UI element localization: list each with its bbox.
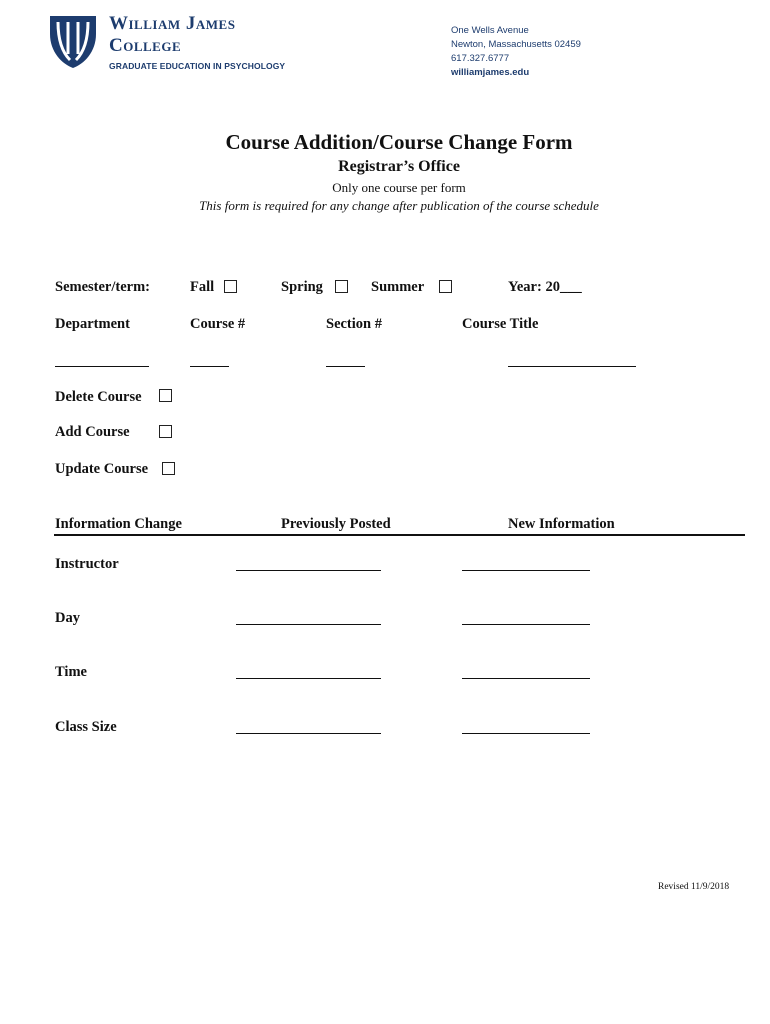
class-size-previous-line[interactable] [236,733,381,734]
class-size-new-line[interactable] [462,733,590,734]
table-header-rule [54,534,745,536]
add-course-label: Add Course [55,424,130,440]
revised-date: Revised 11/9/2018 [658,882,730,892]
row-time-label: Time [55,664,87,680]
department-input-line[interactable] [55,366,149,367]
add-course-checkbox[interactable] [159,425,172,438]
course-number-input-line[interactable] [190,366,229,367]
header-information-change: Information Change [55,516,182,532]
form-subtitle: Registrar’s Office [338,158,460,175]
row-day-label: Day [55,610,80,626]
section-number-label: Section # [326,316,382,332]
update-course-label: Update Course [55,461,149,477]
row-class-size-label: Class Size [55,719,117,735]
form-title: Course Addition/Course Change Form [225,130,573,154]
day-previous-line[interactable] [236,624,381,625]
course-title-label: Course Title [462,316,539,332]
day-new-line[interactable] [462,624,590,625]
brand-name-line1: William James [109,13,236,34]
brand-tagline: GRADUATE EDUCATION IN PSYCHOLOGY [109,61,286,71]
time-previous-line[interactable] [236,678,381,679]
department-label: Department [55,316,130,332]
row-instructor-label: Instructor [55,556,119,572]
form-note-one-course: Only one course per form [332,180,466,195]
semester-label: Semester/term: [55,279,150,295]
section-number-input-line[interactable] [326,366,365,367]
delete-course-checkbox[interactable] [159,389,172,402]
delete-course-label: Delete Course [55,389,142,405]
time-new-line[interactable] [462,678,590,679]
form-note-required: This form is required for any change after publication of the course schedule [199,198,599,213]
address-street: One Wells Avenue [451,25,529,36]
year-field[interactable]: Year: 20___ [508,279,582,295]
course-number-label: Course # [190,316,246,332]
update-course-checkbox[interactable] [162,462,175,475]
instructor-previous-line[interactable] [236,570,381,571]
address-city: Newton, Massachusetts 02459 [451,39,581,50]
header-new-information: New Information [508,516,615,532]
instructor-new-line[interactable] [462,570,590,571]
spring-checkbox[interactable] [335,280,348,293]
fall-checkbox[interactable] [224,280,237,293]
brand-name-line2: College [109,35,182,56]
fall-label: Fall [190,279,215,295]
spring-label: Spring [281,279,323,295]
address-phone: 617.327.6777 [451,53,510,64]
address-website: williamjames.edu [451,67,530,78]
summer-checkbox[interactable] [439,280,452,293]
college-shield-logo [48,14,98,70]
course-title-input-line[interactable] [508,366,636,367]
header-previously-posted: Previously Posted [281,516,391,532]
summer-label: Summer [371,279,425,295]
